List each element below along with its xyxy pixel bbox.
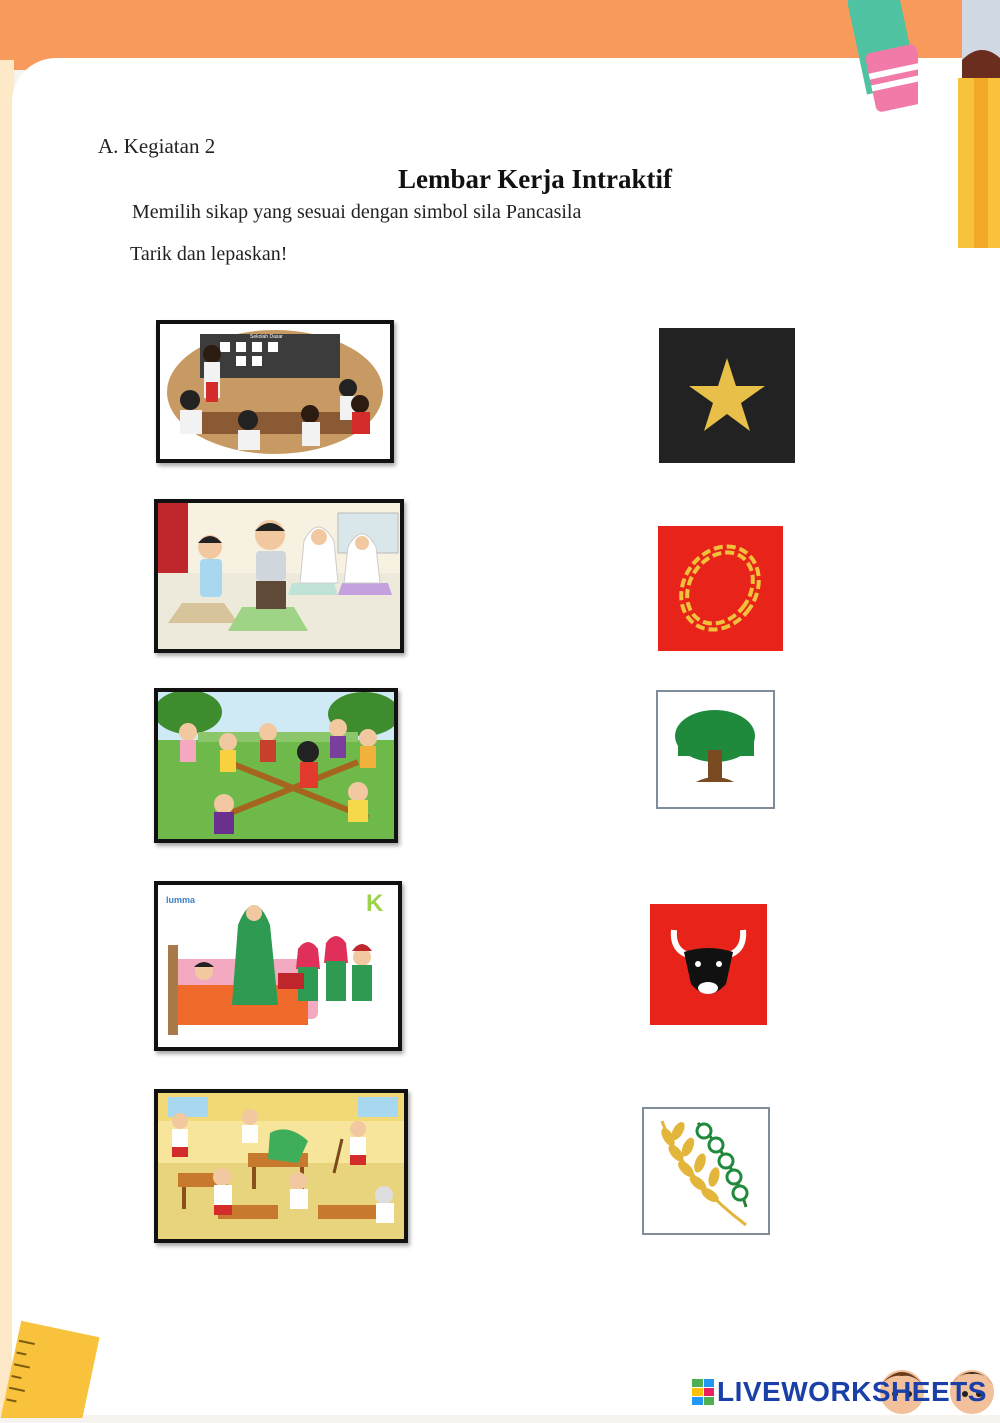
cleaning-classroom-scene[interactable] xyxy=(154,1089,408,1243)
chain-symbol[interactable] xyxy=(658,526,783,651)
star-symbol[interactable] xyxy=(659,328,795,463)
group-prayer-scene[interactable] xyxy=(154,499,404,653)
classroom-discussion-scene[interactable] xyxy=(156,320,394,463)
banyan-tree-symbol[interactable] xyxy=(656,690,775,809)
liveworksheets-logo-icon xyxy=(692,1379,714,1405)
visiting-sick-friend-scene[interactable] xyxy=(154,881,402,1051)
scene-brand-label: lumma xyxy=(166,895,196,905)
liveworksheets-brand: LIVEWORKSHEETS xyxy=(717,1376,987,1407)
rice-and-cotton-symbol[interactable] xyxy=(642,1107,770,1235)
instruction-text: Tarik dan lepaskan! xyxy=(130,243,288,265)
page-title: Lembar Kerja Intraktif xyxy=(398,164,672,194)
ruler-decoration xyxy=(0,1318,100,1418)
board-label: Sekolah Dasar xyxy=(250,334,283,340)
scene-corner-letter: K xyxy=(366,890,384,917)
worksheet-subtitle: Memilih sikap yang sesuai dengan simbol sila Pancasila xyxy=(132,201,582,223)
activity-heading: A. Kegiatan 2 xyxy=(98,134,216,158)
pencil-decoration xyxy=(948,0,1000,250)
liveworksheets-logo xyxy=(692,1374,987,1410)
chain-symbol-background xyxy=(658,526,783,651)
children-playing-bamboo-game-scene[interactable] xyxy=(154,688,398,843)
bull-head-symbol[interactable] xyxy=(650,904,767,1025)
pencil-decoration xyxy=(848,0,918,130)
